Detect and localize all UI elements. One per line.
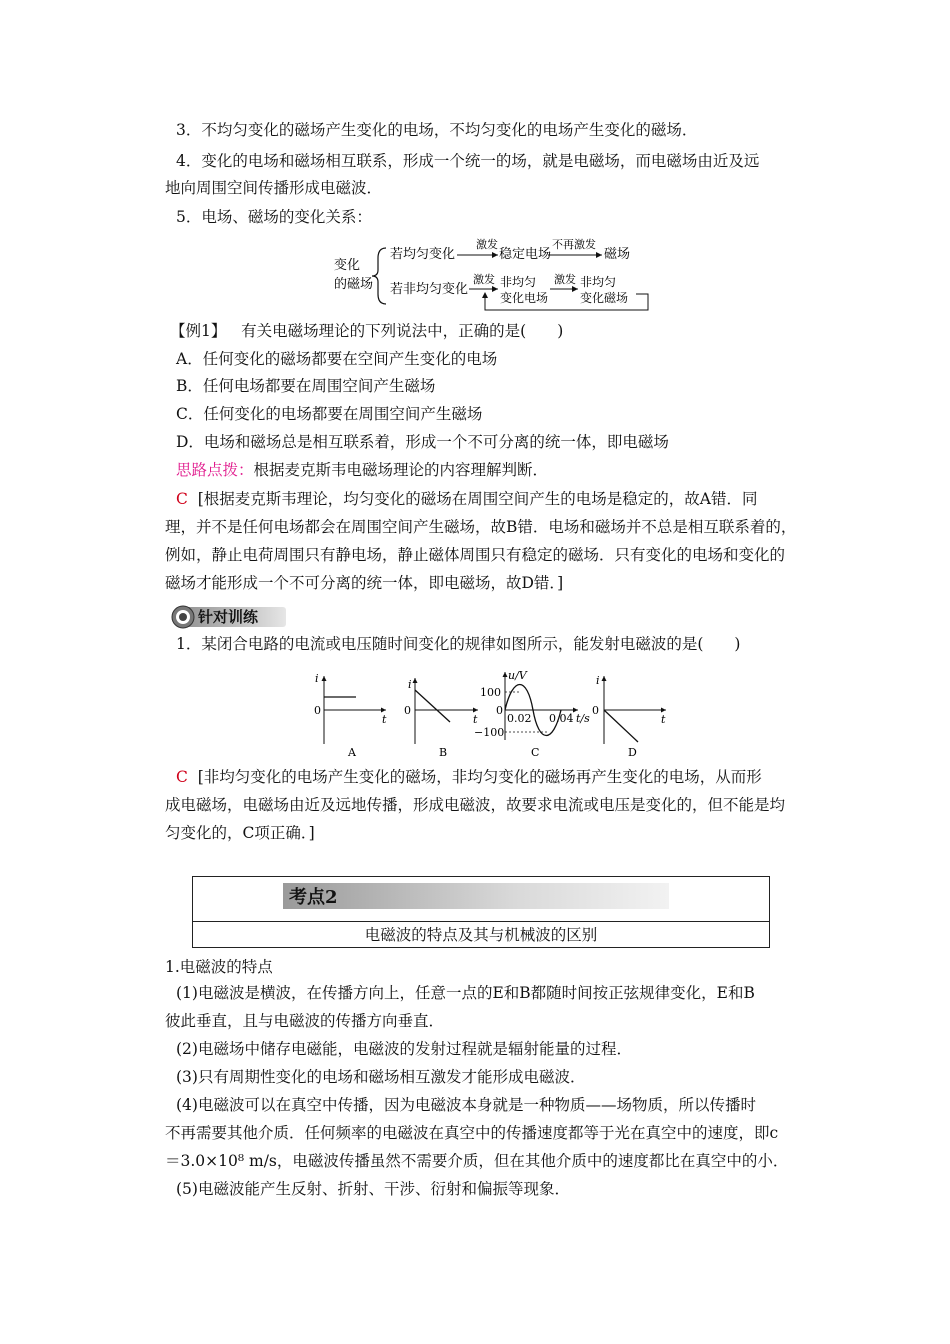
diagram-row2-result2-a: 非均匀 (580, 275, 617, 289)
graph-b-xlabel: t (473, 713, 478, 726)
paragraph-4-cont: 地向周围空间传播形成电磁波． (165, 179, 383, 197)
diagram-brace (372, 248, 386, 304)
graph-d-ylabel: i (596, 674, 600, 687)
feature-3: (3)只有周期性变化的电场和磁场相互激发才能形成电磁波． (176, 1068, 586, 1086)
arrowhead-icon (492, 252, 498, 258)
graph-d-xlabel: t (661, 713, 666, 726)
graph-d (592, 674, 666, 759)
diagram-row2-arrow2-label: 激发 (554, 273, 576, 286)
option-b: B．任何电场都要在周围空间产生磁场 (176, 377, 436, 395)
diagram-left-top: 变化 (334, 258, 361, 273)
option-a: A．任何变化的磁场都要在空间产生变化的电场 (176, 350, 498, 368)
features-heading: 1.电磁波的特点 (165, 958, 273, 976)
paragraph-3: 3．不均匀变化的磁场产生变化的电场，不均匀变化的电场产生变化的磁场． (176, 121, 698, 139)
graph-d-caption: D (628, 746, 637, 759)
diagram-left-bottom: 的磁场 (334, 277, 374, 292)
graph-b (404, 678, 478, 759)
training-answer-text: [非均匀变化的电场产生变化的磁场，非均匀变化的磁场再产生变化的电场，从而形 (197, 768, 762, 786)
arrowhead-icon (482, 292, 488, 298)
section-title: 电磁波的特点及其与机械波的区别 (364, 926, 598, 944)
graph-a-origin: 0 (314, 704, 321, 717)
graph-c-t1: 0.02 (507, 712, 532, 725)
section-banner-strip (283, 883, 669, 909)
diagram-row1-arrow1-label: 激发 (476, 238, 498, 251)
diagram-row2-result2-b: 变化磁场 (580, 291, 629, 305)
example-answer-text: [根据麦克斯韦理论，均匀变化的磁场在周围空间产生的电场是稳定的，故A错．同 (197, 490, 758, 508)
feature-1-cont: 彼此垂直，且与电磁波的传播方向垂直． (165, 1012, 445, 1030)
graph-a-caption: A (348, 746, 356, 759)
diagram-row1-result2: 磁场 (604, 247, 631, 262)
hint-text: 根据麦克斯韦电磁场理论的内容理解判断． (253, 461, 549, 479)
feature-1: (1)电磁波是横波，在传播方向上，任意一点的E和B都随时间按正弦规律变化，E和B (176, 984, 755, 1002)
section-banner (192, 876, 770, 948)
graph-b-ylabel: i (408, 678, 412, 691)
option-c: C．任何变化的电场都要在周围空间产生磁场 (176, 405, 483, 423)
diagram-row2-result1-a: 非均匀 (500, 275, 537, 289)
training-answer-line3: 匀变化的，C项正确．] (165, 824, 315, 842)
target-icon (172, 606, 194, 628)
example-question (170, 320, 563, 342)
example-answer-letter: C (176, 490, 188, 508)
arrowhead-icon (596, 252, 602, 258)
example-label: 【例1】 (170, 322, 227, 340)
training-badge (170, 604, 288, 630)
feature-2: (2)电磁场中储存电磁能，电磁波的发射过程就是辐射能量的过程． (176, 1040, 632, 1058)
hint-label: 思路点拨： (176, 461, 254, 479)
diagram-row2-arrow1-label: 激发 (473, 273, 495, 286)
diagram-row2-result1-b: 变化电场 (500, 291, 549, 305)
arrowhead-icon (492, 286, 498, 292)
example-answer-line3: 例如，静止电荷周围只有静电场，静止磁体周围只有稳定的磁场．只有变化的电场和变化的 (165, 546, 786, 564)
training-answer-line2: 成电磁场，电磁场由近及远地传播，形成电磁波，故要求电流或电压是变化的，但不能是均 (165, 796, 786, 814)
graph-c-ymin: −100 (474, 726, 505, 739)
paragraph-5: 5．电场、磁场的变化关系： (176, 208, 372, 226)
example-answer-line1 (176, 488, 757, 510)
diagram-row1-condition: 若均匀变化 (390, 247, 456, 262)
example-question-text: 有关电磁场理论的下列说法中，正确的是( ) (241, 322, 564, 340)
example-answer-line4: 磁场才能形成一个不可分离的统一体，即电磁场，故D错．] (165, 574, 564, 592)
section-label: 考点2 (289, 887, 338, 908)
graph-c (474, 670, 590, 759)
diagram-row1-arrow2-label: 不再激发 (552, 238, 596, 251)
graph-b-origin: 0 (404, 704, 411, 717)
feature-4-cont2: ＝3.0×10⁸ m/s，电磁波传播虽然不需要介质，但在其他介质中的速度都比在真空中的小． (165, 1152, 789, 1170)
graph-c-origin: 0 (496, 704, 503, 717)
diagram-row1-result1: 稳定电场 (499, 247, 552, 262)
field-relation-diagram (330, 236, 660, 314)
training-question: 1．某闭合电路的电流或电压随时间变化的规律如图所示，能发射电磁波的是( ) (176, 635, 741, 653)
diagram-row2-condition: 若非均匀变化 (390, 282, 469, 297)
feature-5: (5)电磁波能产生反射、折射、干涉、衍射和偏振等现象． (176, 1180, 570, 1198)
section-divider (193, 921, 769, 922)
graph-c-t2: 0.04 (549, 712, 574, 725)
training-badge-label: 针对训练 (198, 608, 259, 626)
graph-c-ymax: 100 (480, 686, 501, 699)
graph-a-xlabel: t (382, 713, 387, 726)
option-d: D．电场和磁场总是相互联系着，形成一个不可分离的统一体，即电磁场 (176, 433, 669, 451)
feature-4: (4)电磁波可以在真空中传播，因为电磁波本身就是一种物质——场物质，所以传播时 (176, 1096, 756, 1114)
graph-a (314, 672, 387, 759)
paragraph-4: 4．变化的电场和磁场相互联系，形成一个统一的场，就是电磁场，而电磁场由近及远 (176, 152, 760, 170)
training-graphs (308, 670, 678, 760)
training-answer-line1 (176, 766, 762, 788)
arrowhead-icon (572, 286, 578, 292)
hint (176, 459, 548, 481)
graph-c-ylabel: u/V (508, 670, 527, 682)
graph-d-origin: 0 (592, 704, 599, 717)
graph-c-xlabel: t/s (576, 712, 590, 725)
training-answer-letter: C (176, 768, 188, 786)
example-answer-line2: 理，并不是任何电场都会在周围空间产生磁场，故B错．电场和磁场并不总是相互联系着的， (165, 518, 797, 536)
feature-4-cont1: 不再需要其他介质．任何频率的电磁波在真空中的传播速度都等于光在真空中的速度，即c (165, 1124, 779, 1142)
graph-c-caption: C (531, 746, 540, 759)
graph-a-ylabel: i (315, 672, 319, 685)
graph-b-caption: B (439, 746, 448, 759)
